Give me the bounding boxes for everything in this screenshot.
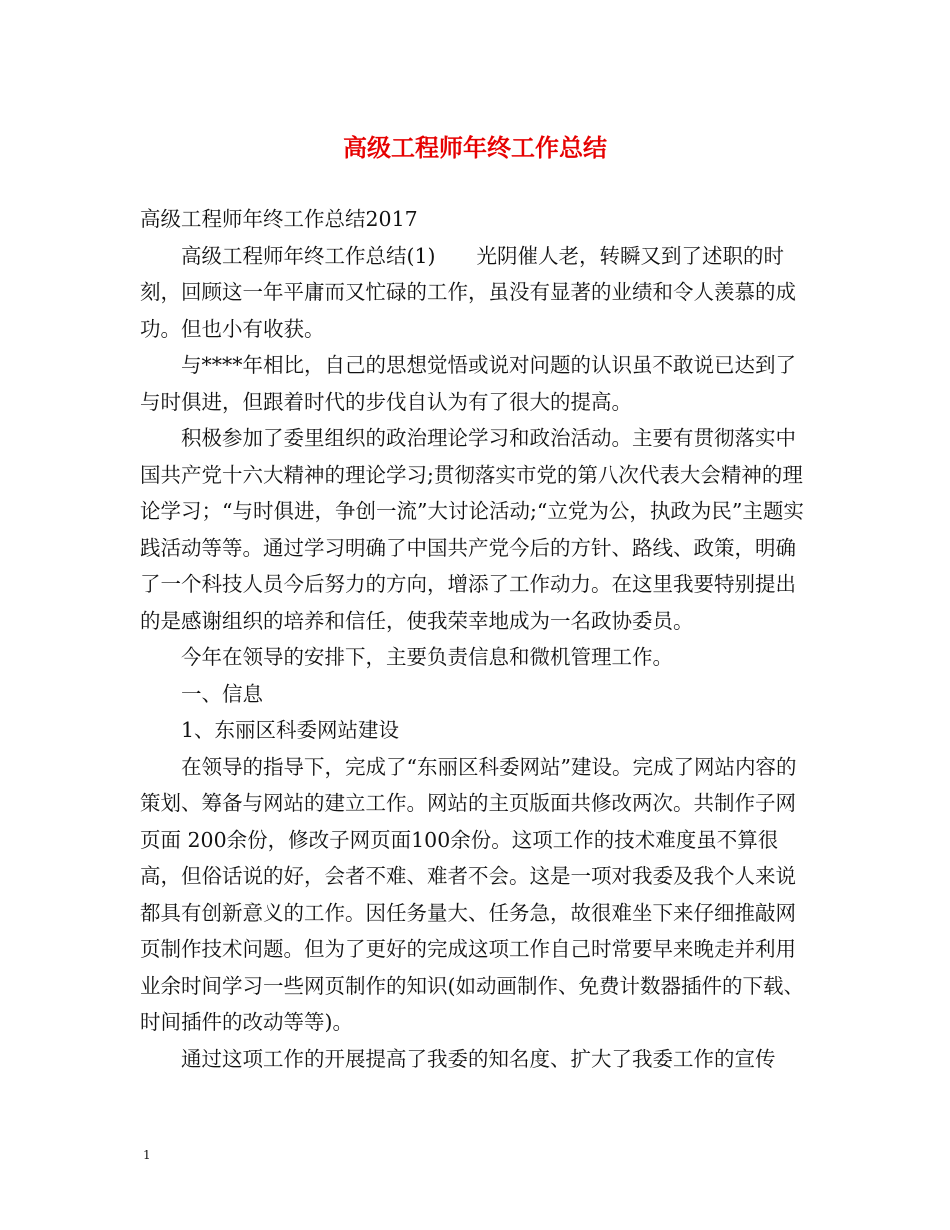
subsection-heading: 1、东丽区科委网站建设: [181, 718, 400, 742]
paragraph: 在领导的指导下，完成了“东丽区科委网站”建设。完成了网站内容的策划、筹备与网站的建立工作。网站的主页版面共修改两次。共制作子网页面 200余份，修改子网页面100余份。这项工作的技术难度虽不算很高，但俗话说的好，会者不难、难者不会。这是一项对我委及我个人来说都具有创新意义的工作。因任务量大、任务急，故很难坐下来仔细推敲网页制作技术问题。但为了更好的完成这项工作自己时常要早来晚走并利用业余时间学习一些网页制作的知识(如动画制作、免费计数器插件的下载、时间插件的改动等等)。: [140, 754, 804, 1034]
paragraph: 高级工程师年终工作总结(1) 光阴催人老，转瞬又到了述职的时刻，回顾这一年平庸而又忙碌的工作，虽没有显著的业绩和令人羡慕的成功。但也小有收获。: [140, 243, 796, 341]
document-body: [140, 201, 815, 1077]
paragraph: 通过这项工作的开展提高了我委的知名度、扩大了我委工作的宣传: [181, 1046, 776, 1071]
section-heading: 一、信息: [181, 681, 263, 706]
document-subtitle: 高级工程师年终工作总结2017: [140, 207, 418, 231]
paragraph: 今年在领导的安排下，主要负责信息和微机管理工作。: [181, 645, 673, 669]
paragraph: 积极参加了委里组织的政治理论学习和政治活动。主要有贯彻落实中国共产党十六大精神的理论学习;贯彻落实市党的第八次代表大会精神的理论学习；“与时俱进，争创一流”大讨论活动;“立党为公，执政为民”主题实践活动等等。通过学习明确了中国共产党今后的方针、路线、政策，明确了一个科技人员今后努力的方向，增添了工作动力。在这里我要特别提出的是感谢组织的培养和信任，使我荣幸地成为一名政协委员。: [140, 426, 804, 633]
page-number: 1: [143, 1148, 151, 1162]
document-title: 高级工程师年终工作总结: [343, 133, 607, 162]
paragraph: 与****年相比，自己的思想觉悟或说对问题的认识虽不敢说已达到了与时俱进，但跟着时代的步伐自认为有了很大的提高。: [140, 353, 796, 414]
